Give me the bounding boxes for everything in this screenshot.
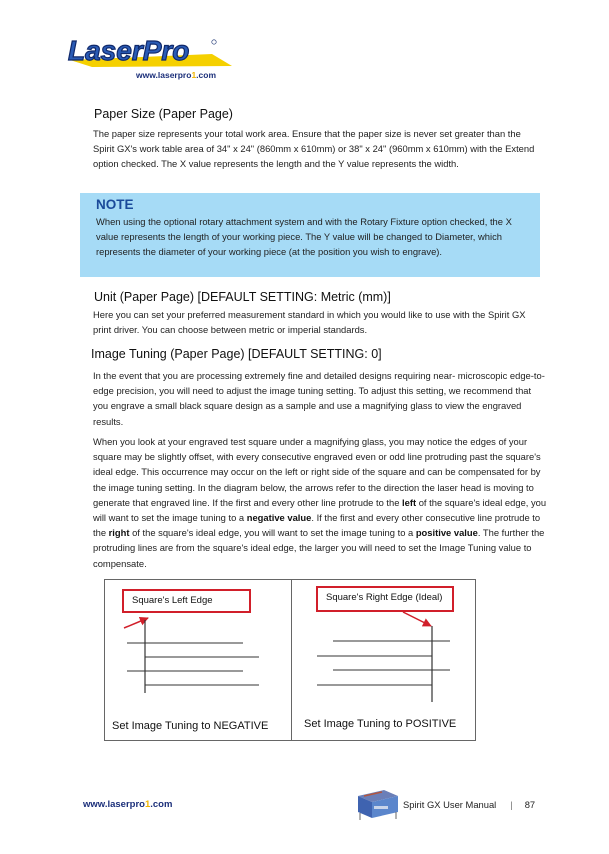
note-title: NOTE [96,197,134,212]
footer-separator: | [510,799,513,810]
right-caption: Set Image Tuning to POSITIVE [304,718,457,730]
footer-url: www.laserpro1.com [83,799,173,810]
note-body: When using the optional rotary attachment system and with the Rotary Fixture option checked, the X value represents the length of your working piece. The Y value will be changed to Diameter, which represents the diameter of your working piece (at the position you wish to engrave). [96,216,512,258]
left-edge-pointer [124,618,148,628]
footer-manual-title: Spirit GX User Manual [403,799,497,810]
image-tuning-body-1: In the event that you are processing extremely fine and detailed designs requiring near- microscopic edge-to-edge precision, you will need to adjust the image tuning setting. To adjust this setting, we recommend that you engrave a small black square design as a sample and use a magnifying glass to view the engraved results. [93,370,545,427]
footer-row [403,799,535,811]
note-box [80,193,540,277]
left-caption: Set Image Tuning to NEGATIVE [112,720,269,732]
section-title-image-tuning: Image Tuning (Paper Page) [DEFAULT SETTING: 0] [91,347,382,361]
right-edge-label: Square's Right Edge (Ideal) [316,586,454,612]
image-tuning-diagram [104,579,476,741]
logo-url: www.laserpro1.com [136,70,217,80]
section-title-unit: Unit (Paper Page) [DEFAULT SETTING: Metric (mm)] [94,290,391,304]
left-edge-label: Square's Left Edge [122,589,251,613]
laser-machine-icon [354,786,400,822]
unit-body: Here you can set your preferred measurement standard in which you would like to use with the Spirit GX print driver. You can choose between metric or imperial standards. [93,309,526,336]
image-tuning-body-2: When you look at your engraved test square under a magnifying glass, you may notice the edges of your square may be slightly offset, with every consecutive engraved even or odd line protruding past the square's ideal edge. This occurrence may occur on the left or right side of the square and can be compensated for by the image tuning setting. In the diagram below, the arrows refer to the direction the laser head is moving to generate that engraved line. If the first and every other line protrude to the left of the square's ideal edge, you will want to set the image tuning to a negative value. If the first and every other consecutive line protrude to the right of the square's ideal edge, you will want to set the image tuning to a positive value. The further the protruding lines are from the square's ideal edge, the larger you will need to set the Image Tuning value to compensate. [93,436,547,569]
page-number: 87 [524,799,536,810]
section-title-paper-size: Paper Size (Paper Page) [94,107,233,121]
logo-wordmark: LaserPro [68,35,190,66]
registered-mark-icon [212,40,216,44]
paper-size-body: The paper size represents your total work area. Ensure that the paper size is never set greater than the Spirit GX's work table area of 34" x 24" (860mm x 610mm) or 38" x 24" (960mm x 610mm) with the Extend option checked. The X value represents the length and the Y value represents the width. [93,128,535,170]
right-edge-pointer [403,612,431,626]
laserpro-logo [62,34,237,68]
